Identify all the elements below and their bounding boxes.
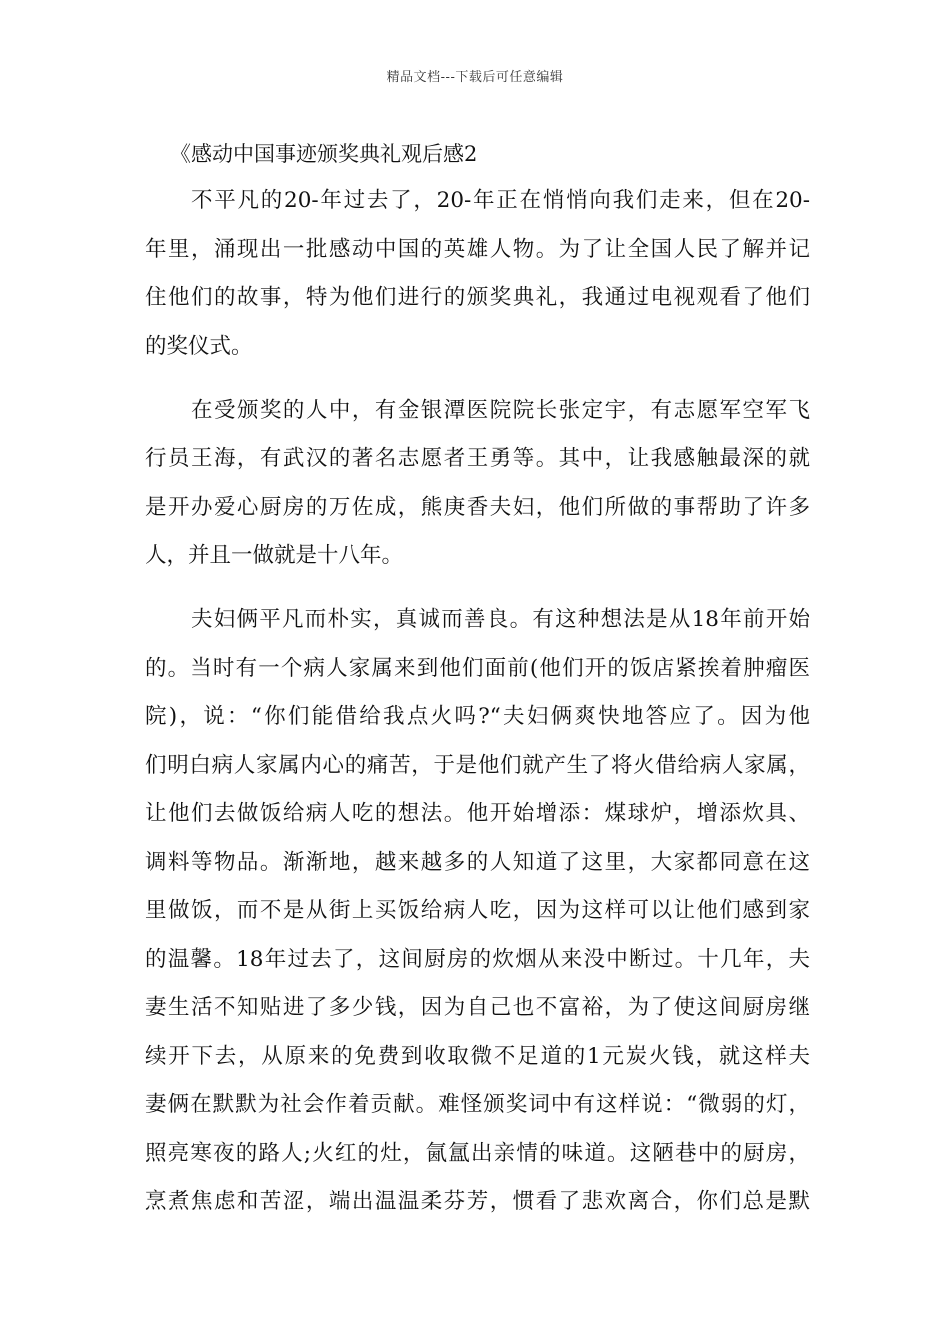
text-line: 照亮寒夜的路人;火红的灶，氤氲出亲情的味道。这陋巷中的厨房，	[145, 1140, 810, 1166]
text-line: 在受颁奖的人中，有金银潭医院院长张定宇，有志愿军空军飞	[191, 397, 810, 423]
document-body	[145, 183, 810, 1248]
text-line: 妻生活不知贴进了多少钱，因为自己也不富裕，为了使这间厨房继	[145, 995, 810, 1020]
text-line: 院)，说：“你们能借给我点火吗?“夫妇俩爽快地答应了。因为他	[145, 704, 810, 729]
text-line: 行员王海，有武汉的著名志愿者王勇等。其中，让我感触最深的就	[145, 446, 810, 471]
text-line: 调料等物品。渐渐地，越来越多的人知道了这里，大家都同意在这	[145, 849, 810, 875]
document-title: 《感动中国事迹颁奖典礼观后感2	[170, 142, 478, 166]
text-line: 烹煮焦虑和苦涩，端出温温柔芬芳，惯看了悲欢离合，你们总是默	[145, 1189, 810, 1214]
text-line: 住他们的故事，特为他们进行的颁奖典礼，我通过电视观看了他们	[145, 285, 810, 310]
page-header: 精品文档---下载后可任意编辑	[386, 70, 564, 85]
text-line: 不平凡的20-年过去了，20-年正在悄悄向我们走来，但在20-	[191, 188, 810, 213]
text-line: 们明白病人家属内心的痛苦，于是他们就产生了将火借给病人家属，	[145, 752, 810, 778]
text-line: 妻俩在默默为社会作着贡献。难怪颁奖词中有这样说：“微弱的灯，	[145, 1092, 810, 1117]
text-line: 人，并且一做就是十八年。	[145, 543, 404, 568]
paragraph	[145, 602, 810, 1233]
text-line: 是开办爱心厨房的万佐成，熊庚香夫妇，他们所做的事帮助了许多	[145, 494, 810, 520]
paragraph	[145, 183, 810, 377]
text-line: 年里，涌现出一批感动中国的英雄人物。为了让全国人民了解并记	[145, 236, 810, 262]
text-line: 续开下去，从原来的免费到收取微不足道的1元炭火钱，就这样夫	[145, 1043, 810, 1069]
text-line: 里做饭，而不是从街上买饭给病人吃，因为这样可以让他们感到家	[145, 898, 810, 923]
text-line: 的。当时有一个病人家属来到他们面前(他们开的饭店紧挨着肿瘤医	[145, 655, 810, 681]
text-line: 的温馨。18年过去了，这间厨房的炊烟从来没中断过。十几年，夫	[145, 946, 810, 972]
text-line: 夫妇俩平凡而朴实，真诚而善良。有这种想法是从18年前开始	[191, 607, 810, 632]
text-line: 的奖仪式。	[145, 333, 253, 359]
paragraph	[145, 393, 810, 587]
text-line: 让他们去做饭给病人吃的想法。他开始增添：煤球炉，增添炊具、	[145, 801, 810, 826]
